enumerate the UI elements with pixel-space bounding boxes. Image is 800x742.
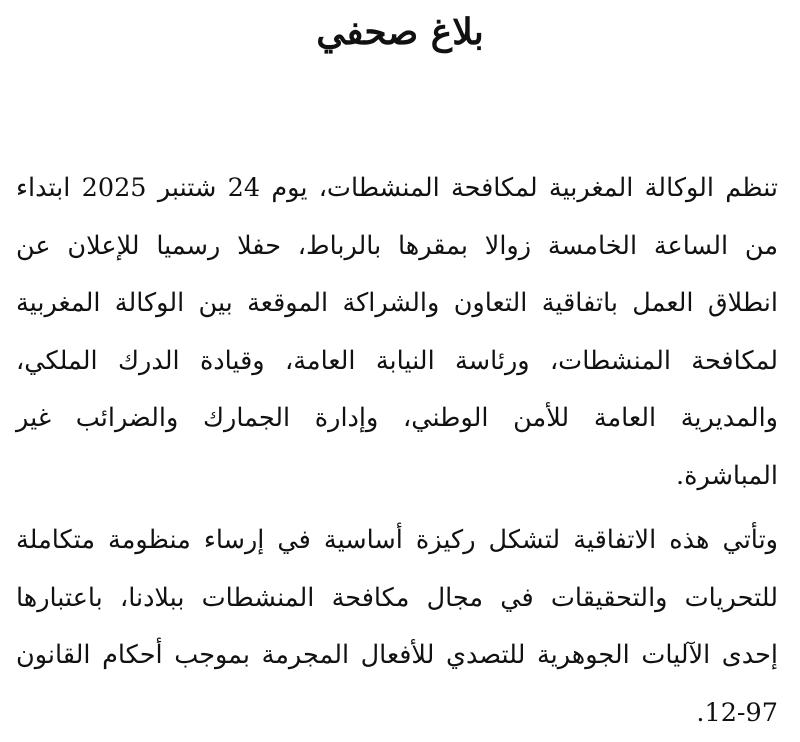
document-body — [16, 160, 778, 742]
paragraph-2: وتأتي هذه الاتفاقية لتشكل ركيزة أساسية في إرساء منظومة متكاملة للتحريات والتحقيقات في مجال مكافحة المنشطات ببلادنا، باعتبارها إحدى الآليات الجوهرية للتصدي للأفعال المجرمة بموجب أحكام القانون 97-12. — [16, 525, 778, 728]
paragraph-1: تنظم الوكالة المغربية لمكافحة المنشطات، يوم 24 شتنبر 2025 ابتداء من الساعة الخامسة زوالا بمقرها بالرباط، حفلا رسميا للإعلان عن انطلاق العمل باتفاقية التعاون والشراكة الموقعة بين الوكالة المغربية لمكافحة المنشطات، ورئاسة النيابة العامة، وقيادة الدرك الملكي، والمديرية العامة للأمن الوطني، وإدارة الجمارك والضرائب غير المباشرة. — [16, 173, 778, 491]
page-title: بلاغ صحفي — [316, 11, 484, 53]
